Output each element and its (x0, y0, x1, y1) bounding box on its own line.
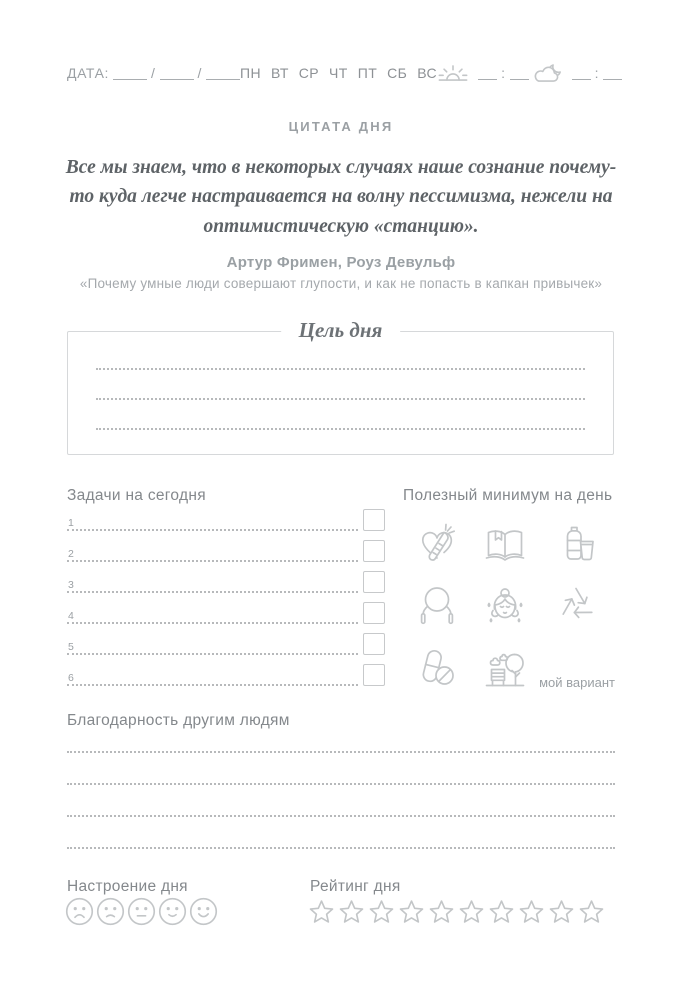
star-icon[interactable] (487, 898, 516, 927)
task-row (67, 632, 385, 663)
task-writing-line[interactable] (67, 560, 358, 562)
wake-time-field (437, 62, 529, 84)
task-row (67, 570, 385, 601)
star-icon[interactable] (337, 898, 366, 927)
date-separator: / (197, 65, 203, 81)
mood-very-sad-icon[interactable] (65, 897, 94, 926)
goal-writing-line[interactable] (96, 398, 585, 400)
weekday-sun[interactable]: ВС (417, 65, 438, 81)
task-row (67, 508, 385, 539)
quote-section-title: ЦИТАТА ДНЯ (288, 119, 394, 134)
task-checkbox[interactable] (363, 664, 385, 686)
custom-habit-label[interactable]: мой вариант (539, 675, 615, 690)
tasks-section (67, 487, 385, 694)
habit-icon-grid (403, 520, 615, 693)
rating-star-scale (307, 898, 606, 927)
task-row (67, 601, 385, 632)
face-washing-icon[interactable] (481, 581, 529, 629)
task-writing-line[interactable] (67, 591, 358, 593)
task-writing-line[interactable] (67, 653, 358, 655)
weekday-mon[interactable]: ПН (240, 65, 262, 81)
header (67, 60, 618, 86)
weekday-sat[interactable]: СБ (387, 65, 408, 81)
time-colon: : (501, 65, 506, 81)
gratitude-writing-line[interactable] (67, 783, 615, 785)
task-writing-line[interactable] (67, 622, 358, 624)
mood-happy-icon[interactable] (158, 897, 187, 926)
date-label: ДАТА: (67, 65, 110, 81)
moon-cloud-icon (529, 62, 563, 84)
jump-rope-icon[interactable] (413, 581, 461, 629)
rating-title: Рейтинг дня (310, 878, 401, 895)
recycling-icon[interactable] (553, 581, 601, 629)
wake-hour-blank[interactable] (478, 66, 497, 80)
time-colon: : (594, 65, 600, 81)
task-number: 2 (68, 548, 74, 560)
goal-writing-line[interactable] (96, 428, 585, 430)
task-list (67, 508, 385, 694)
task-number: 3 (68, 579, 74, 591)
quote-authors: Артур Фримен, Роуз Девульф (226, 254, 456, 271)
mood-scale (65, 897, 218, 926)
task-number: 6 (68, 672, 74, 684)
star-icon[interactable] (427, 898, 456, 927)
vitamins-pills-icon[interactable] (413, 644, 461, 692)
star-icon[interactable] (367, 898, 396, 927)
goal-box (67, 318, 614, 455)
gratitude-writing-line[interactable] (67, 815, 615, 817)
task-row (67, 663, 385, 694)
task-checkbox[interactable] (363, 633, 385, 655)
task-number: 1 (68, 517, 74, 529)
star-icon[interactable] (457, 898, 486, 927)
mood-neutral-icon[interactable] (127, 897, 156, 926)
gratitude-title: Благодарность другим людям (67, 712, 290, 729)
reading-book-icon[interactable] (481, 520, 529, 568)
task-checkbox[interactable] (363, 540, 385, 562)
task-row (67, 539, 385, 570)
weekday-wed[interactable]: СР (298, 65, 320, 81)
useful-minimum-title: Полезный минимум на день (403, 487, 613, 504)
mood-sad-icon[interactable] (96, 897, 125, 926)
healthy-food-carrot-heart-icon[interactable] (413, 520, 461, 568)
gratitude-writing-line[interactable] (67, 847, 615, 849)
useful-minimum-section (403, 487, 615, 693)
task-number: 4 (68, 610, 74, 622)
task-checkbox[interactable] (363, 571, 385, 593)
weekday-thu[interactable]: ЧТ (329, 65, 348, 81)
park-walk-icon[interactable] (481, 644, 529, 692)
gratitude-writing-line[interactable] (67, 751, 615, 753)
mood-very-happy-icon[interactable] (189, 897, 218, 926)
weekday-selector (240, 65, 437, 81)
star-icon[interactable] (307, 898, 336, 927)
goal-writing-line[interactable] (96, 368, 585, 370)
star-icon[interactable] (577, 898, 606, 927)
date-day-blank[interactable] (113, 66, 147, 80)
sleep-time-field (529, 62, 623, 84)
sunrise-icon (437, 62, 469, 84)
date-separator: / (151, 65, 156, 81)
quote-text: Все мы знаем, что в некоторых случаях наше сознание почему-то куда легче настраивается на волну пессимизма, нежели на оптимистическую «станцию». (65, 157, 617, 237)
task-writing-line[interactable] (67, 684, 358, 686)
wake-minute-blank[interactable] (510, 66, 529, 80)
quote-source: «Почему умные люди совершают глупости, и как не попасть в капкан привычек» (79, 276, 603, 291)
star-icon[interactable] (547, 898, 576, 927)
mood-title: Настроение дня (67, 878, 188, 895)
goal-title: Цель дня (281, 318, 401, 343)
star-icon[interactable] (397, 898, 426, 927)
date-field (67, 65, 240, 81)
tasks-title: Задачи на сегодня (67, 487, 206, 504)
task-writing-line[interactable] (67, 529, 358, 531)
date-month-blank[interactable] (160, 66, 194, 80)
weekday-tue[interactable]: ВТ (271, 65, 289, 81)
drink-water-icon[interactable] (553, 520, 601, 568)
star-icon[interactable] (517, 898, 546, 927)
date-year-blank[interactable] (206, 66, 240, 80)
sleep-hour-blank[interactable] (572, 66, 591, 80)
task-checkbox[interactable] (363, 602, 385, 624)
weekday-fri[interactable]: ПТ (357, 65, 378, 81)
task-number: 5 (68, 641, 74, 653)
task-checkbox[interactable] (363, 509, 385, 531)
sleep-minute-blank[interactable] (603, 66, 622, 80)
